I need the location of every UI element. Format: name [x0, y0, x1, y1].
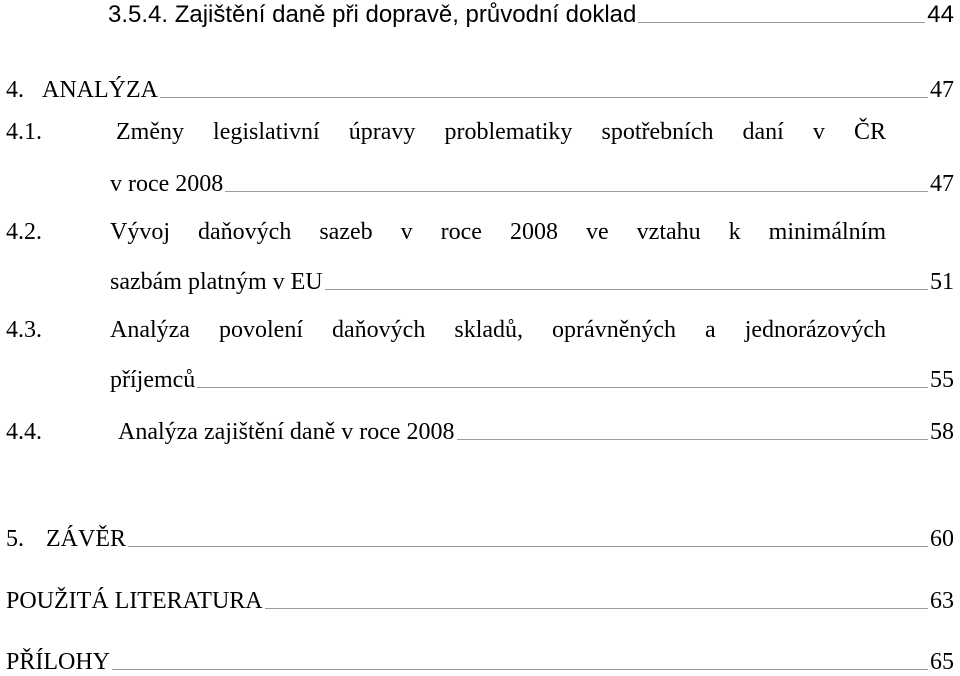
- toc-entry-title-line2: sazbám platným v EU: [110, 269, 323, 295]
- toc-entry-number: 4.4.: [6, 419, 42, 445]
- toc-page-number: 44: [927, 1, 954, 28]
- toc-page-number: 55: [930, 367, 954, 393]
- toc-leader-line: [225, 191, 928, 192]
- toc-entry-4-2-continuation[interactable]: [110, 262, 954, 296]
- toc-entry-3-5-4[interactable]: [108, 0, 954, 29]
- toc-entry-title-line1: Analýza povolení daňových skladů, oprávněných a jednorázových: [110, 317, 886, 343]
- toc-entry-title: POUŽITÁ LITERATURA: [6, 588, 263, 614]
- toc-entry-4-3-continuation[interactable]: [110, 360, 954, 394]
- toc-entry-title-line1: Vývoj daňových sazeb v roce 2008 ve vztahu k minimálním: [110, 219, 886, 245]
- toc-entry-number: 3.5.4.: [108, 1, 169, 28]
- toc-entry-number: 4.2.: [6, 219, 42, 245]
- toc-entry-title: 3.5.4. Zajištění daně při dopravě, průvodní doklad: [108, 1, 637, 28]
- toc-leader-line: [325, 289, 928, 290]
- toc-leader-line: [638, 22, 925, 23]
- toc-leader-line: [128, 546, 928, 547]
- toc-entry-number: 4.: [6, 77, 24, 103]
- toc-entry-title: ZÁVĚR: [46, 526, 126, 552]
- toc-entry-title-line2: příjemců: [110, 367, 196, 393]
- toc-page-number: 47: [930, 77, 954, 103]
- toc-entry-4-1-continuation[interactable]: [110, 164, 954, 198]
- toc-entry-number: 4.1.: [6, 119, 42, 145]
- toc-page-number: 63: [930, 588, 954, 614]
- toc-entry-4-3[interactable]: [6, 310, 886, 344]
- toc-entry-literatura[interactable]: [6, 581, 954, 615]
- toc-entry-4-1[interactable]: [6, 112, 886, 146]
- toc-page-number: 47: [930, 171, 954, 197]
- toc-entry-prilohy[interactable]: [6, 642, 954, 676]
- toc-leader-line: [265, 608, 928, 609]
- toc-entry-4-2[interactable]: [6, 212, 886, 246]
- toc-entry-4-4[interactable]: [6, 412, 954, 446]
- toc-page-number: 65: [930, 649, 954, 675]
- toc-page-number: 58: [930, 419, 954, 445]
- toc-entry-number: 4.3.: [6, 317, 42, 343]
- toc-entry-number: 5.: [6, 526, 24, 552]
- toc-leader-line: [197, 387, 928, 388]
- toc-entry-title: PŘÍLOHY: [6, 649, 111, 675]
- toc-page-number: 60: [930, 526, 954, 552]
- toc-entry-title: ANALÝZA: [42, 77, 158, 103]
- toc-page-number: 51: [930, 269, 954, 295]
- toc-entry-5[interactable]: [6, 519, 954, 553]
- toc-entry-4[interactable]: [6, 70, 954, 104]
- toc-leader-line: [160, 97, 928, 98]
- toc-entry-title-line2: v roce 2008: [110, 171, 224, 197]
- toc-entry-title-line1: Změny legislativní úpravy problematiky spotřebních daní v ČR: [116, 119, 886, 145]
- toc-entry-title: Analýza zajištění daně v roce 2008: [118, 419, 455, 445]
- toc-leader-line: [112, 669, 928, 670]
- toc-leader-line: [457, 439, 928, 440]
